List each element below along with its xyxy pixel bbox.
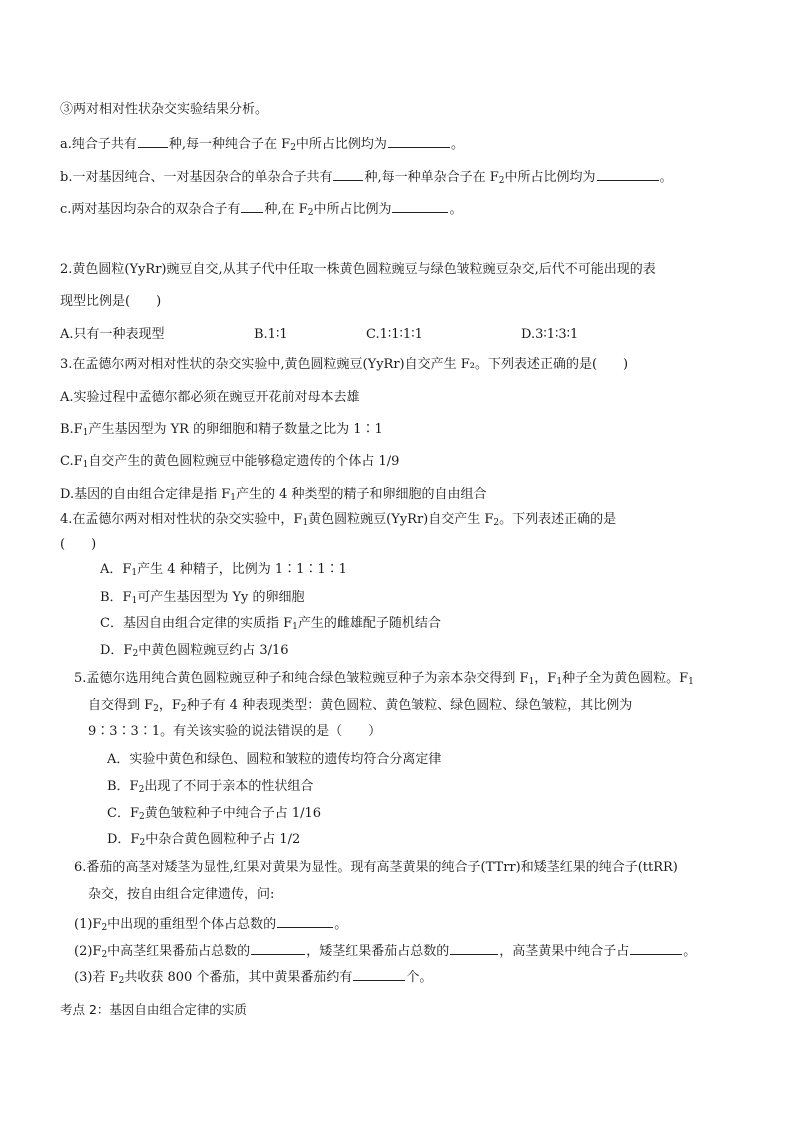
answer-blank[interactable]: [138, 133, 168, 148]
answer-blank[interactable]: [251, 940, 305, 955]
q3-stem: 3.在孟德尔两对相对性状的杂交实验中,黄色圆粒豌豆(YyRr)自交产生 F₂。下列表述正确的是( ): [60, 357, 629, 372]
section3-item-a: a.纯合子共有 种,每一种纯合子在 $F_2$中所占比例均为 。: [60, 133, 464, 154]
q2-stem-line1: 2.黄色圆粒(YyRr)豌豆自交,从其子代中任取一株黄色圆粒豌豆与绿色皱粒豌豆杂交,后代不可能出现的表: [60, 262, 656, 277]
q5-stem-line3: 9∶3∶3∶1。有关该实验的说法错误的是（ ）: [88, 724, 382, 739]
answer-blank[interactable]: [392, 198, 448, 213]
q4-option-c[interactable]: C．基因自由组合定律的实质指 $F_1$产生的雌雄配子随机结合: [100, 616, 441, 632]
section3-title: ③两对相对性状杂交实验结果分析。: [60, 102, 269, 117]
q5-stem-line2: 自交得到 $F_2$，$F_2$种子有 4 种表现类型：黄色圆粒、黄色皱粒、绿色圆粒、绿色皱粒，其比例为: [88, 698, 633, 714]
section3-item-c: c.两对基因均杂合的双杂合子有 种,在 $F_2$中所占比例为 。: [60, 198, 462, 219]
q5-option-c[interactable]: C．$F_2$黄色皱粒种子中纯合子占 1/16: [107, 806, 322, 822]
q5-option-d[interactable]: D．$F_2$中杂合黄色圆粒种子占 1/2: [107, 832, 301, 848]
q4-option-d[interactable]: D．$F_2$中黄色圆粒豌豆约占 3/16: [100, 643, 289, 659]
section-heading-kaodian-2: 考点 2：基因自由组合定律的实质: [60, 1002, 247, 1017]
answer-blank[interactable]: [450, 940, 498, 955]
q2-option-b[interactable]: B.1∶1: [254, 327, 288, 342]
q4-option-a[interactable]: A．$F_1$产生 4 种精子，比例为 1∶1∶1∶1: [100, 562, 347, 578]
answer-blank[interactable]: [388, 133, 450, 148]
q2-stem-line2: 现型比例是( ): [60, 294, 162, 309]
q6-subquestion-1: $(1)F_2$中出现的重组型个体占总数的 。: [74, 913, 347, 934]
answer-blank[interactable]: [333, 166, 363, 181]
q3-option-b[interactable]: $B.F_1$产生基因型为 YR 的卵细胞和精子数量之比为 1∶1: [60, 422, 383, 438]
q5-stem-line1: 5.孟德尔选用纯合黄色圆粒豌豆种子和纯合绿色皱粒豌豆种子为亲本杂交得到 $F_1$，$F_1$种子全为黄色圆粒。$F_1$: [74, 671, 694, 687]
q2-option-c[interactable]: C.1∶1∶1∶1: [366, 327, 423, 342]
q6-stem-line2: 杂交，按自由组合定律遗传，问:: [88, 887, 275, 902]
q2-option-d[interactable]: D.3∶1∶3∶1: [521, 327, 579, 342]
answer-blank[interactable]: [353, 966, 405, 981]
section3-item-b: b.一对基因纯合、一对基因杂合的单杂合子共有 种,每一种单杂合子在 $F_2$中所占比例均为 。: [60, 166, 673, 187]
answer-blank[interactable]: [241, 198, 263, 213]
q5-option-b[interactable]: B．$F_2$出现了不同于亲本的性状组合: [107, 779, 314, 795]
q3-option-d[interactable]: D.基因的自由组合定律是指 $F_1$产生的 4 种类型的精子和卵细胞的自由组合: [60, 487, 487, 503]
answer-blank[interactable]: [597, 166, 659, 181]
q3-option-a[interactable]: A.实验过程中孟德尔都必须在豌豆开花前对母本去雄: [60, 390, 360, 405]
answer-blank[interactable]: [277, 913, 333, 928]
q4-option-b[interactable]: B．$F_1$可产生基因型为 Yy 的卵细胞: [100, 590, 305, 606]
q2-option-a[interactable]: A.只有一种表现型: [60, 327, 165, 342]
q6-subquestion-3: (3)若 $F_2$共收获 800 个番茄，其中黄果番茄约有 个。: [74, 966, 432, 987]
answer-blank[interactable]: [630, 940, 682, 955]
q4-stem: 4.在孟德尔两对相对性状的杂交实验中，$F_1$黄色圆粒豌豆(YyRr)自交产生 $F_2$。下列表述正确的是: [60, 512, 617, 528]
q3-option-c[interactable]: $C.F_1$自交产生的黄色圆粒豌豆中能够稳定遗传的个体占 1/9: [60, 454, 400, 470]
q5-option-a[interactable]: A．实验中黄色和绿色、圆粒和皱粒的遗传均符合分离定律: [107, 752, 442, 767]
q4-answer-paren: ( ): [60, 537, 97, 552]
q6-subquestion-2: $(2)F_2$中高茎红果番茄占总数的 ，矮茎红果番茄占总数的 ，高茎黄果中纯合子占 。: [74, 940, 696, 961]
q6-stem-line1: 6.番茄的高茎对矮茎为显性,红果对黄果为显性。现有高茎黄果的纯合子(TTrr)和矮茎红果的纯合子(ttRR): [74, 860, 678, 875]
